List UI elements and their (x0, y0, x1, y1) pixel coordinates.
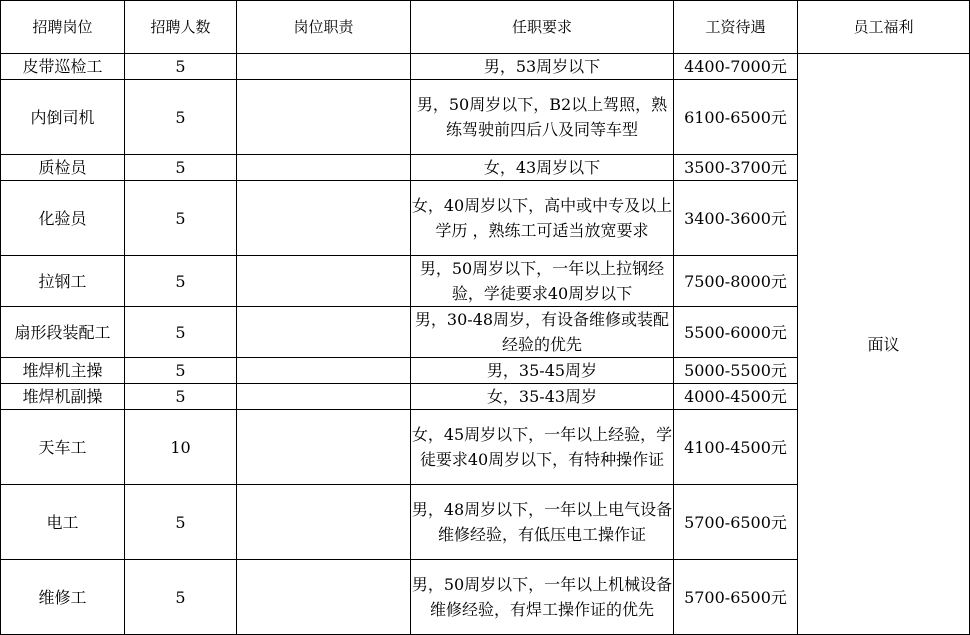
header-requirements: 任职要求 (411, 1, 674, 54)
position-cell: 化验员 (1, 181, 125, 256)
position-cell: 电工 (1, 485, 125, 560)
header-benefits: 员工福利 (798, 1, 970, 54)
count-cell: 5 (125, 80, 237, 155)
duties-cell (237, 256, 411, 307)
salary-cell: 3500-3700元 (674, 155, 798, 181)
position-cell: 维修工 (1, 560, 125, 635)
count-cell: 5 (125, 54, 237, 80)
position-cell: 质检员 (1, 155, 125, 181)
salary-cell: 6100-6500元 (674, 80, 798, 155)
requirements-cell: 男，48周岁以下，一年以上电气设备维修经验，有低压电工操作证 (411, 485, 674, 560)
header-duties: 岗位职责 (237, 1, 411, 54)
count-cell: 5 (125, 384, 237, 410)
duties-cell (237, 358, 411, 384)
salary-cell: 4400-7000元 (674, 54, 798, 80)
salary-cell: 7500-8000元 (674, 256, 798, 307)
salary-cell: 4100-4500元 (674, 410, 798, 485)
duties-cell (237, 560, 411, 635)
header-position: 招聘岗位 (1, 1, 125, 54)
duties-cell (237, 155, 411, 181)
header-row (1, 1, 970, 54)
count-cell: 5 (125, 307, 237, 358)
requirements-cell: 女，40周岁以下，高中或中专及以上学历 ，熟练工可适当放宽要求 (411, 181, 674, 256)
requirements-cell: 男，35-45周岁 (411, 358, 674, 384)
duties-cell (237, 410, 411, 485)
position-cell: 拉钢工 (1, 256, 125, 307)
requirements-cell: 女，35-43周岁 (411, 384, 674, 410)
count-cell: 5 (125, 560, 237, 635)
salary-cell: 5500-6000元 (674, 307, 798, 358)
salary-cell: 5700-6500元 (674, 560, 798, 635)
requirements-cell: 女，43周岁以下 (411, 155, 674, 181)
header-salary: 工资待遇 (674, 1, 798, 54)
table-row (1, 54, 970, 80)
requirements-cell: 男，50周岁以下，一年以上机械设备维修经验，有焊工操作证的优先 (411, 560, 674, 635)
salary-cell: 4000-4500元 (674, 384, 798, 410)
position-cell: 堆焊机副操 (1, 384, 125, 410)
position-cell: 内倒司机 (1, 80, 125, 155)
salary-cell: 5000-5500元 (674, 358, 798, 384)
duties-cell (237, 307, 411, 358)
count-cell: 5 (125, 485, 237, 560)
duties-cell (237, 181, 411, 256)
duties-cell (237, 54, 411, 80)
position-cell: 扇形段装配工 (1, 307, 125, 358)
salary-cell: 3400-3600元 (674, 181, 798, 256)
position-cell: 天车工 (1, 410, 125, 485)
position-cell: 堆焊机主操 (1, 358, 125, 384)
salary-cell: 5700-6500元 (674, 485, 798, 560)
requirements-cell: 男，50周岁以下，B2以上驾照，熟练驾驶前四后八及同等车型 (411, 80, 674, 155)
duties-cell (237, 80, 411, 155)
header-count: 招聘人数 (125, 1, 237, 54)
count-cell: 5 (125, 181, 237, 256)
count-cell: 5 (125, 155, 237, 181)
count-cell: 5 (125, 358, 237, 384)
count-cell: 5 (125, 256, 237, 307)
duties-cell (237, 485, 411, 560)
requirements-cell: 男，50周岁以下，一年以上拉钢经验，学徒要求40周岁以下 (411, 256, 674, 307)
requirements-cell: 男，30-48周岁，有设备维修或装配经验的优先 (411, 307, 674, 358)
requirements-cell: 女，45周岁以下，一年以上经验，学徒要求40周岁以下，有特种操作证 (411, 410, 674, 485)
position-cell: 皮带巡检工 (1, 54, 125, 80)
duties-cell (237, 384, 411, 410)
benefits-cell: 面议 (798, 54, 970, 635)
count-cell: 10 (125, 410, 237, 485)
requirements-cell: 男，53周岁以下 (411, 54, 674, 80)
